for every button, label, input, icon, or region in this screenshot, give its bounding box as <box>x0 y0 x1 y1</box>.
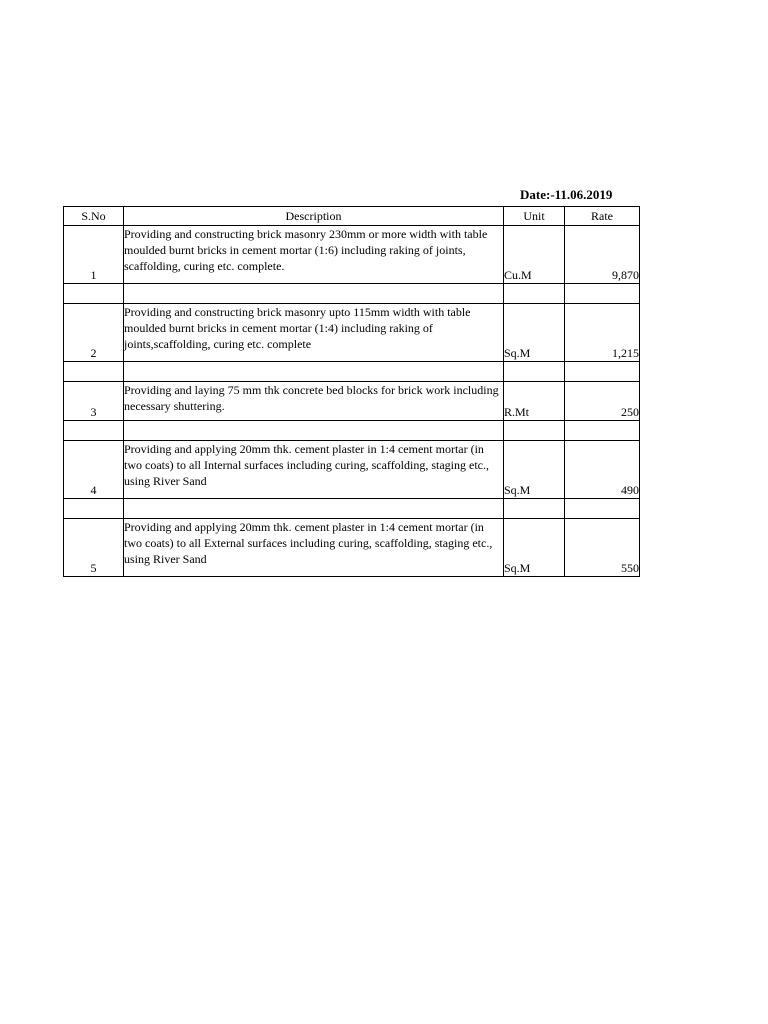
header-unit: Unit <box>504 207 565 226</box>
spacer-row <box>64 499 640 519</box>
row-unit: Sq.M <box>504 304 565 362</box>
table-header-row <box>64 207 640 226</box>
table-row <box>64 304 640 362</box>
row-rate: 1,215 <box>565 304 640 362</box>
header-sno: S.No <box>64 207 124 226</box>
rate-table <box>63 206 640 577</box>
header-description: Description <box>124 207 504 226</box>
row-rate: 250 <box>565 382 640 421</box>
row-rate: 550 <box>565 519 640 577</box>
row-unit: Sq.M <box>504 441 565 499</box>
table-row <box>64 226 640 284</box>
row-sno: 1 <box>64 226 124 284</box>
row-unit: Sq.M <box>504 519 565 577</box>
row-description: Providing and constructing brick masonry upto 115mm width with table moulded burnt bricks in cement mortar (1:4) including raking of joints,scaffolding, curing etc. complete <box>124 304 504 362</box>
row-description: Providing and laying 75 mm thk concrete bed blocks for brick work including necessary shuttering. <box>124 382 504 421</box>
table-row <box>64 441 640 499</box>
table-row <box>64 382 640 421</box>
row-unit: Cu.M <box>504 226 565 284</box>
document-date: Date:-11.06.2019 <box>520 187 613 202</box>
row-sno: 2 <box>64 304 124 362</box>
row-sno: 4 <box>64 441 124 499</box>
row-sno: 3 <box>64 382 124 421</box>
row-rate: 490 <box>565 441 640 499</box>
row-sno: 5 <box>64 519 124 577</box>
spacer-row <box>64 362 640 382</box>
row-unit: R.Mt <box>504 382 565 421</box>
spacer-row <box>64 421 640 441</box>
spacer-row <box>64 284 640 304</box>
header-rate: Rate <box>565 207 640 226</box>
row-description: Providing and applying 20mm thk. cement plaster in 1:4 cement mortar (in two coats) to all Internal surfaces including curing, scaffolding, staging etc., using River Sand <box>124 441 504 499</box>
row-rate: 9,870 <box>565 226 640 284</box>
table-row <box>64 519 640 577</box>
row-description: Providing and applying 20mm thk. cement plaster in 1:4 cement mortar (in two coats) to all External surfaces including curing, scaffolding, staging etc., using River Sand <box>124 519 504 577</box>
row-description: Providing and constructing brick masonry 230mm or more width with table moulded burnt bricks in cement mortar (1:6) including raking of joints, scaffolding, curing etc. complete. <box>124 226 504 284</box>
